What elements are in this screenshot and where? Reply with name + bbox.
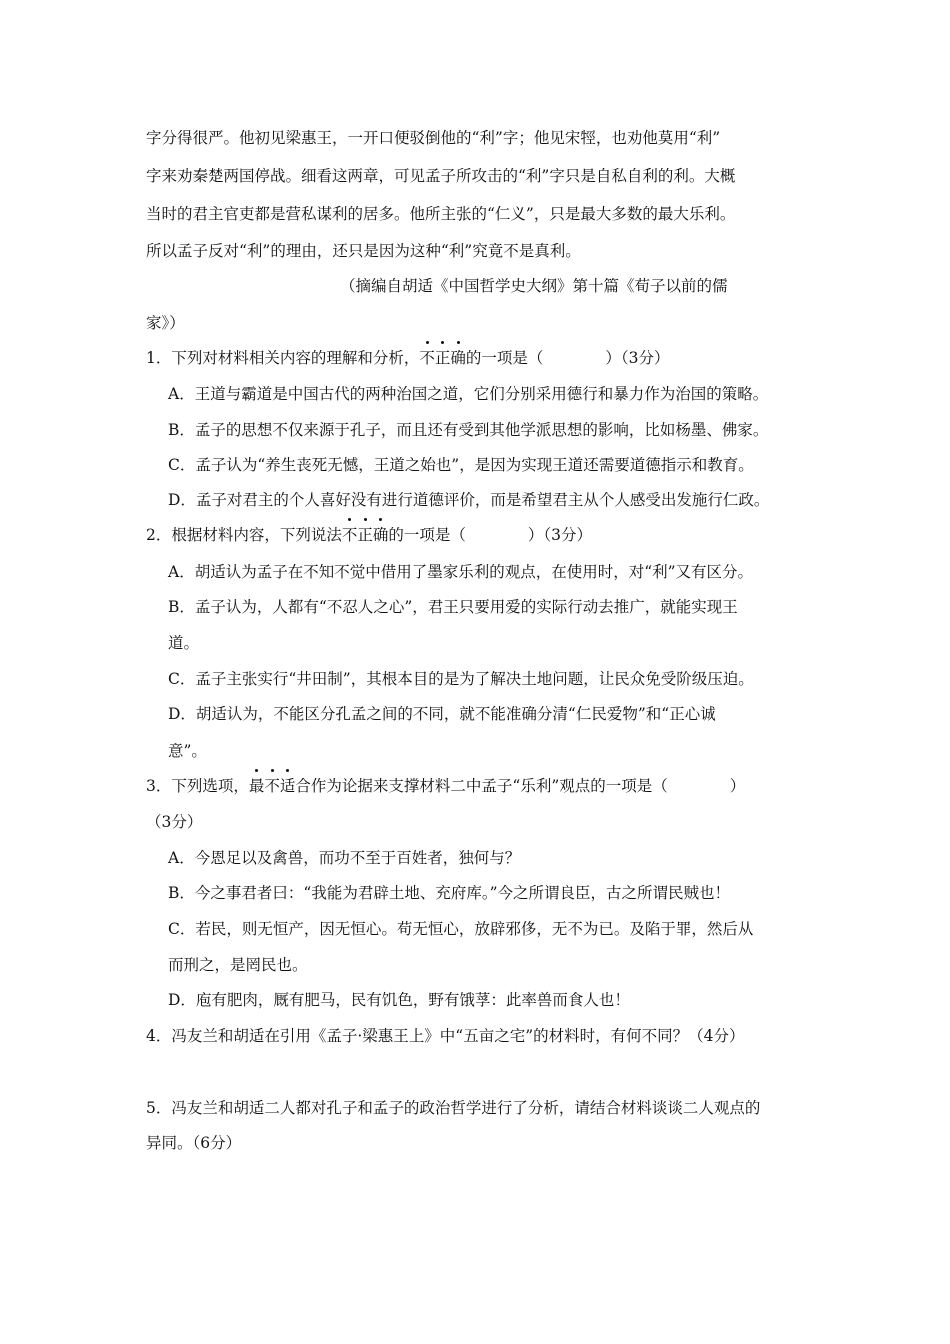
question-2-text: 2．根据材料内容，下列说法 [146,526,342,544]
emphasis-marked-text: 最不适 [249,776,296,796]
question-2-option-d: D．胡适认为，不能区分孔孟之间的不同，就不能准确分清“仁民爱物”和“正心诚 [168,705,716,723]
question-3-text-end: 合作为论据来支撑材料二中孟子“乐利”观点的一项是（ ） [295,777,746,795]
question-1-option-a: A．王道与霸道是中国古代的两种治国之道，它们分别采用德行和暴力作为治国的策略。 [168,385,769,403]
question-3-option-c: C．若民，则无恒产，因无恒心。苟无恒心，放辟邪侈，无不为已。及陷于罪，然后从 [168,920,754,938]
question-2-option-b-continued: 道。 [168,634,200,652]
question-3-text: 3．下列选项， [146,777,249,795]
question-2-option-a: A．胡适认为孟子在不知不觉中借用了墨家乐利的观点，在使用时，对“利”又有区分。 [168,563,754,581]
question-5-continued: 异同。（6分） [146,1134,242,1152]
passage-line: 字分得很严。他初见梁惠王，一开口便驳倒他的“利”字；他见宋牼，也劝他莫用“利” [146,129,721,147]
question-2-option-c: C．孟子主张实行“井田制”，其根本目的是为了解决土地问题，让民众免受阶级压迫。 [168,670,754,688]
question-4: 4．冯友兰和胡适在引用《孟子·梁惠王上》中“五亩之宅”的材料时，有何不同？（4分） [146,1027,745,1045]
question-3-stem [146,776,745,796]
question-3-option-d: D．庖有肥肉，厩有肥马，民有饥色，野有饿莩：此率兽而食人也！ [168,991,630,1009]
question-1-option-d: D．孟子对君主的个人喜好没有进行道德评价，而是希望君主从个人感受出发施行仁政。 [168,491,770,509]
question-5: 5．冯友兰和胡适二人都对孔子和孟子的政治哲学进行了分析，请结合材料谈谈二人观点的 [146,1099,761,1117]
emphasis-marked-text: 不正确 [419,348,466,368]
question-2-option-b: B．孟子认为，人都有“不忍人之心”，君王只要用爱的实际行动去推广，就能实现王 [168,598,738,616]
source-citation: （摘编自胡适《中国哲学史大纲》第十篇《荀子以前的儒 [340,277,728,295]
question-3-option-b: B．今之事君者曰：“我能为君辟土地、充府库。”今之所谓良臣，古之所谓民贼也！ [168,884,730,902]
question-3-score: （3分） [146,813,203,831]
question-2-text-end: 的一项是（ ）（3分） [388,526,593,544]
emphasis-marked-text: 不正确 [342,525,389,545]
passage-line: 字来劝秦楚两国停战。细看这两章，可见孟子所攻击的“利”字只是自私自利的利。大概 [146,167,736,185]
question-1-stem [146,348,670,368]
passage-line: 所以孟子反对“利”的理由，还只是因为这种“利”究竟不是真利。 [146,242,581,260]
question-2-stem [146,525,592,545]
question-1-option-b: B．孟子的思想不仅来源于孔子，而且还有受到其他学派思想的影响，比如杨墨、佛家。 [168,421,769,439]
question-2-option-d-continued: 意”。 [168,742,207,760]
question-1-text-end: 的一项是（ ）（3分） [465,349,670,367]
question-3-option-c-continued: 而刑之，是罔民也。 [168,956,308,974]
question-1-option-c: C．孟子认为“养生丧死无憾，王道之始也”，是因为实现王道还需要道德指示和教育。 [168,456,754,474]
passage-line: 当时的君主官吏都是营私谋利的居多。他所主张的“仁义”，只是最大多数的最大乐利。 [146,205,736,223]
question-3-option-a: A．今恩足以及禽兽，而功不至于百姓者，独何与？ [168,849,521,867]
question-1-text: 1．下列对材料相关内容的理解和分析， [146,349,420,367]
source-citation-continued: 家》） [146,314,185,332]
